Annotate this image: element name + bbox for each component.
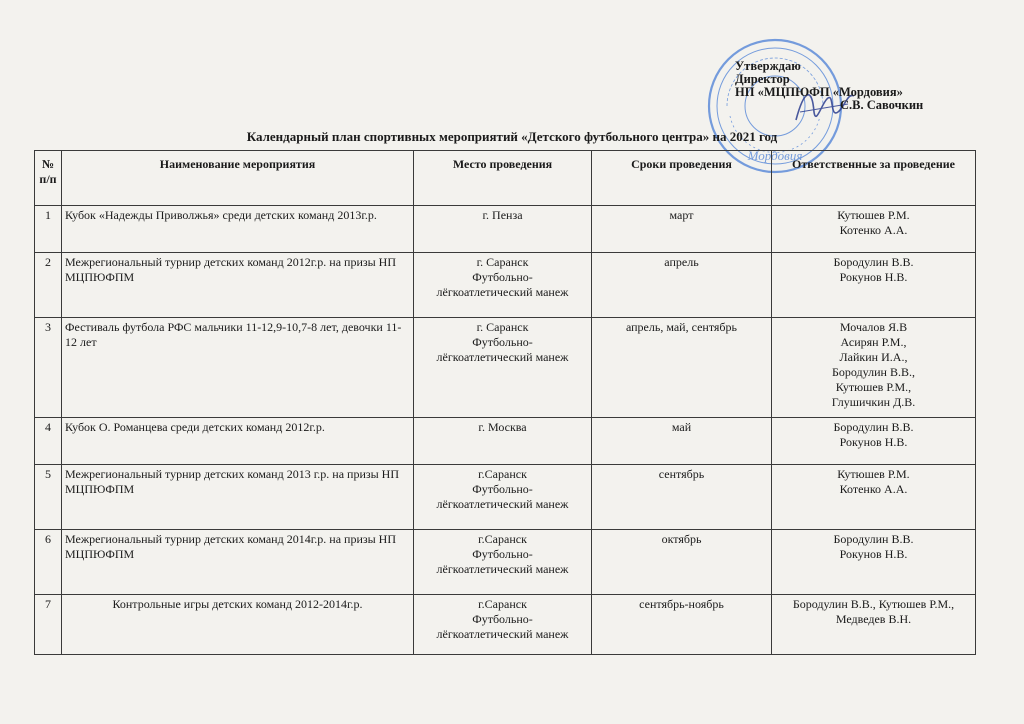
cell-num: 4 <box>35 418 62 465</box>
cell-responsible: Мочалов Я.В Асирян Р.М., Лайкин И.А., Бородулин В.В., Кутюшев Р.М., Глушичкин Д.В. <box>772 318 976 418</box>
table-row <box>35 253 976 318</box>
header-responsible: Ответственные за проведение <box>772 151 976 206</box>
approval-signer-name: С.В. Савочкин <box>840 98 924 112</box>
table-row <box>35 465 976 530</box>
cell-num: 3 <box>35 318 62 418</box>
cell-place: г.Саранск Футбольно- лёгкоатлетический манеж <box>414 465 592 530</box>
events-table <box>34 150 976 655</box>
cell-place: г.Саранск Футбольно- лёгкоатлетический манеж <box>414 595 592 655</box>
header-name: Наименование мероприятия <box>62 151 414 206</box>
cell-place: г. Саранск Футбольно- лёгкоатлетический манеж <box>414 253 592 318</box>
document-title: Календарный план спортивных мероприятий «Детского футбольного центра» на 2021 год <box>246 129 778 144</box>
cell-name: Кубок «Надежды Приволжья» среди детских команд 2013г.р. <box>62 206 414 253</box>
cell-name: Контрольные игры детских команд 2012-2014г.р. <box>62 595 414 655</box>
cell-dates: апрель <box>592 253 772 318</box>
approval-block <box>735 60 975 112</box>
cell-num: 1 <box>35 206 62 253</box>
cell-num: 5 <box>35 465 62 530</box>
table-row <box>35 418 976 465</box>
cell-dates: сентябрь-ноябрь <box>592 595 772 655</box>
cell-responsible: Кутюшев Р.М. Котенко А.А. <box>772 206 976 253</box>
cell-num: 2 <box>35 253 62 318</box>
cell-dates: март <box>592 206 772 253</box>
cell-name: Межрегиональный турнир детских команд 2013 г.р. на призы НП МЦПЮФПМ <box>62 465 414 530</box>
header-num: № п/п <box>35 151 62 206</box>
cell-responsible: Кутюшев Р.М. Котенко А.А. <box>772 465 976 530</box>
cell-dates: апрель, май, сентябрь <box>592 318 772 418</box>
table-row <box>35 206 976 253</box>
cell-dates: сентябрь <box>592 465 772 530</box>
cell-place: г. Саранск Футбольно- лёгкоатлетический манеж <box>414 318 592 418</box>
cell-name: Межрегиональный турнир детских команд 2012г.р. на призы НП МЦПЮФПМ <box>62 253 414 318</box>
header-place: Место проведения <box>414 151 592 206</box>
cell-responsible: Бородулин В.В. Рокунов Н.В. <box>772 530 976 595</box>
cell-name: Кубок О. Романцева среди детских команд 2012г.р. <box>62 418 414 465</box>
table-header-row <box>35 151 976 206</box>
cell-name: Фестиваль футбола РФС мальчики 11-12,9-10,7-8 лет, девочки 11-12 лет <box>62 318 414 418</box>
cell-place: г.Саранск Футбольно- лёгкоатлетический манеж <box>414 530 592 595</box>
header-dates: Сроки проведения <box>592 151 772 206</box>
cell-num: 6 <box>35 530 62 595</box>
approval-approve-line: Утверждаю <box>735 59 801 73</box>
approval-organization-line: НП «МЦПЮФП «Мордовия» <box>735 85 903 99</box>
cell-dates: октябрь <box>592 530 772 595</box>
cell-name: Межрегиональный турнир детских команд 2014г.р. на призы НП МЦПЮФПМ <box>62 530 414 595</box>
cell-num: 7 <box>35 595 62 655</box>
cell-responsible: Бородулин В.В. Рокунов Н.В. <box>772 253 976 318</box>
cell-dates: май <box>592 418 772 465</box>
approval-position-line: Директор <box>735 72 790 86</box>
cell-responsible: Бородулин В.В., Кутюшев Р.М., Медведев В.Н. <box>772 595 976 655</box>
cell-place: г. Пенза <box>414 206 592 253</box>
table-row <box>35 318 976 418</box>
stamp-text: Мордовия <box>747 148 803 163</box>
cell-responsible: Бородулин В.В. Рокунов Н.В. <box>772 418 976 465</box>
table-row <box>35 595 976 655</box>
table-row <box>35 530 976 595</box>
cell-place: г. Москва <box>414 418 592 465</box>
